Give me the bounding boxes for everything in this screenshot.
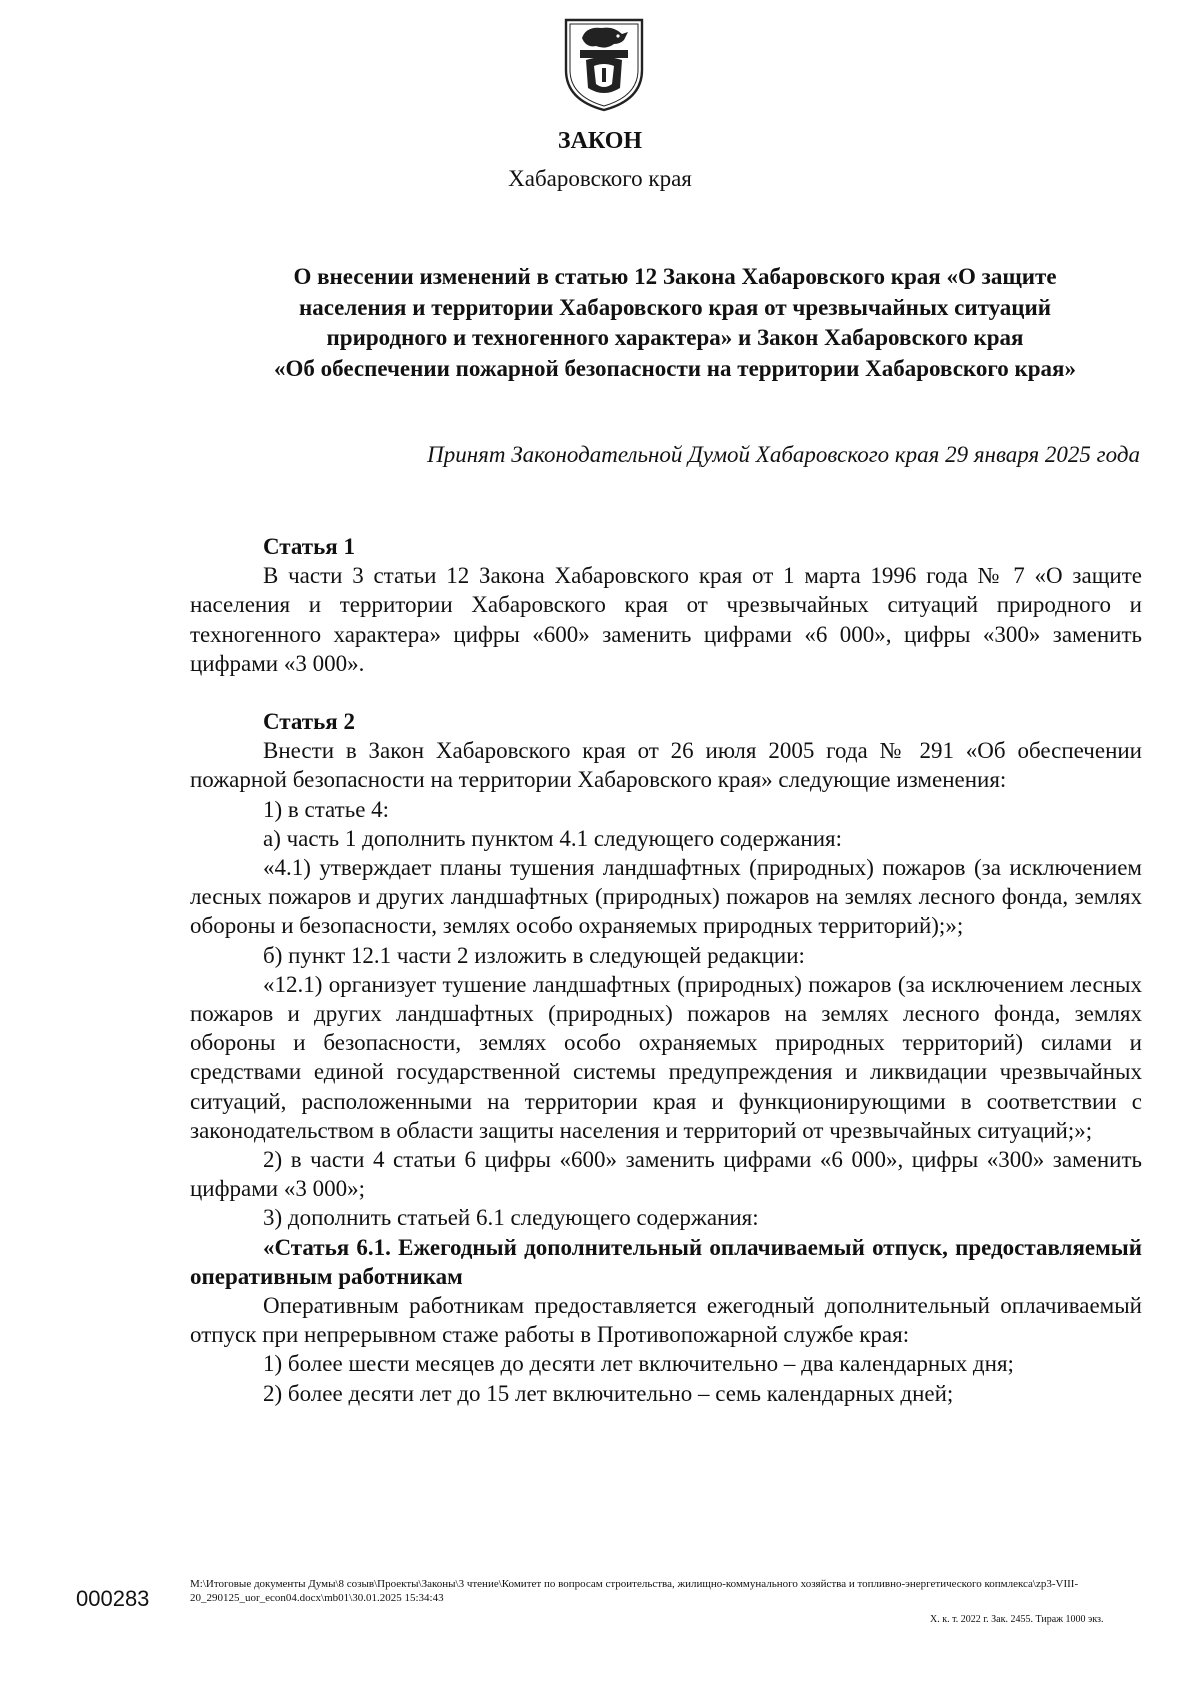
file-path: М:\Итоговые документы Думы\8 созыв\Проекты\Законы\3 чтение\Комитет по вопросам строительства, жилищно-коммунального хозяйства и топливно-энергетического копмлекса\zp3-VIII-20_290125_uor_econ04.docx\mb01\30.01.2025 15:34:43 <box>190 1578 1079 1604</box>
article-2-item-1: 1) в статье 4: <box>263 796 390 822</box>
article-2-item-3: 3) дополнить статьей 6.1 следующего содержания: <box>263 1205 759 1231</box>
article-6-1-text: Оперативным работникам предоставляется ежегодный дополнительный оплачиваемый отпуск при непрерывном стаже работы в Противопожарной службе края: <box>190 1293 1142 1348</box>
article-2-item-1a: а) часть 1 дополнить пунктом 4.1 следующего содержания: <box>263 825 842 851</box>
article-6-1-title: «Статья 6.1. Ежегодный дополнительный оплачиваемый отпуск, предоставляемый оперативным работникам <box>190 1234 1142 1289</box>
article-2-item-2: 2) в части 4 статьи 6 цифры «600» заменить цифрами «6 000», цифры «300» заменить цифрами «3 000»; <box>190 1147 1142 1202</box>
article-1-text: В части 3 статьи 12 Закона Хабаровского края от 1 марта 1996 года № 7 «О защите населения и территории Хабаровского края от чрезвычайных ситуаций природного и техногенного характера» цифры «600» заменить цифрами «6 000», цифры «300» заменить цифрами «3 000». <box>190 563 1142 676</box>
print-info: Х. к. т. 2022 г. Зак. 2455. Тираж 1000 экз. <box>930 1614 1104 1625</box>
law-heading <box>200 262 1150 384</box>
article-2-intro: Внести в Закон Хабаровского края от 26 июля 2005 года № 291 «Об обеспечении пожарной безопасности на территории Хабаровского края» следующие изменения: <box>190 738 1142 793</box>
article-2-item-1b: б) пункт 12.1 части 2 изложить в следующей редакции: <box>263 942 805 968</box>
article-1-title: Статья 1 <box>263 534 355 559</box>
document-number: 000283 <box>76 1586 150 1611</box>
law-region: Хабаровского края <box>508 166 692 191</box>
coat-of-arms-icon <box>556 14 652 114</box>
heading-line: природного и техногенного характера» и Закон Хабаровского края <box>326 325 1024 350</box>
article-6-1-point-1: 1) более шести месяцев до десяти лет включительно – два календарных дня; <box>263 1351 1014 1377</box>
law-body <box>190 532 1142 1408</box>
article-2-title: Статья 2 <box>263 709 355 735</box>
article-6-1-point-2: 2) более десяти лет до 15 лет включительно – семь календарных дней; <box>263 1380 954 1406</box>
law-title: ЗАКОН <box>557 128 643 154</box>
adoption-note: Принят Законодательной Думой Хабаровского края 29 января 2025 года <box>427 442 1140 467</box>
article-2-item-1b-text: «12.1) организует тушение ландшафтных (природных) пожаров (за исключением лесных пожаров и других ландшафтных (природных) пожаров на землях лесного фонда, землях обороны и безопасности, землях особо охраняемых природных территорий) силами и средствами единой государственной системы предупреждения и ликвидации чрезвычайных ситуаций, расположенными на территории края и функционирующими в соответствии с законодательством в области защиты населения и территорий от чрезвычайных ситуаций;»; <box>190 971 1142 1143</box>
article-2-item-1a-text: «4.1) утверждает планы тушения ландшафтных (природных) пожаров (за исключением лесных пожаров и других ландшафтных (природных) пожаров на землях лесного фонда, землях обороны и безопасности, землях особо охраняемых природных территорий);»; <box>190 855 1142 939</box>
heading-line: О внесении изменений в статью 12 Закона Хабаровского края «О защите <box>293 264 1057 289</box>
heading-line: «Об обеспечении пожарной безопасности на территории Хабаровского края» <box>274 355 1076 381</box>
heading-line: населения и территории Хабаровского края от чрезвычайных ситуаций <box>298 294 1052 320</box>
